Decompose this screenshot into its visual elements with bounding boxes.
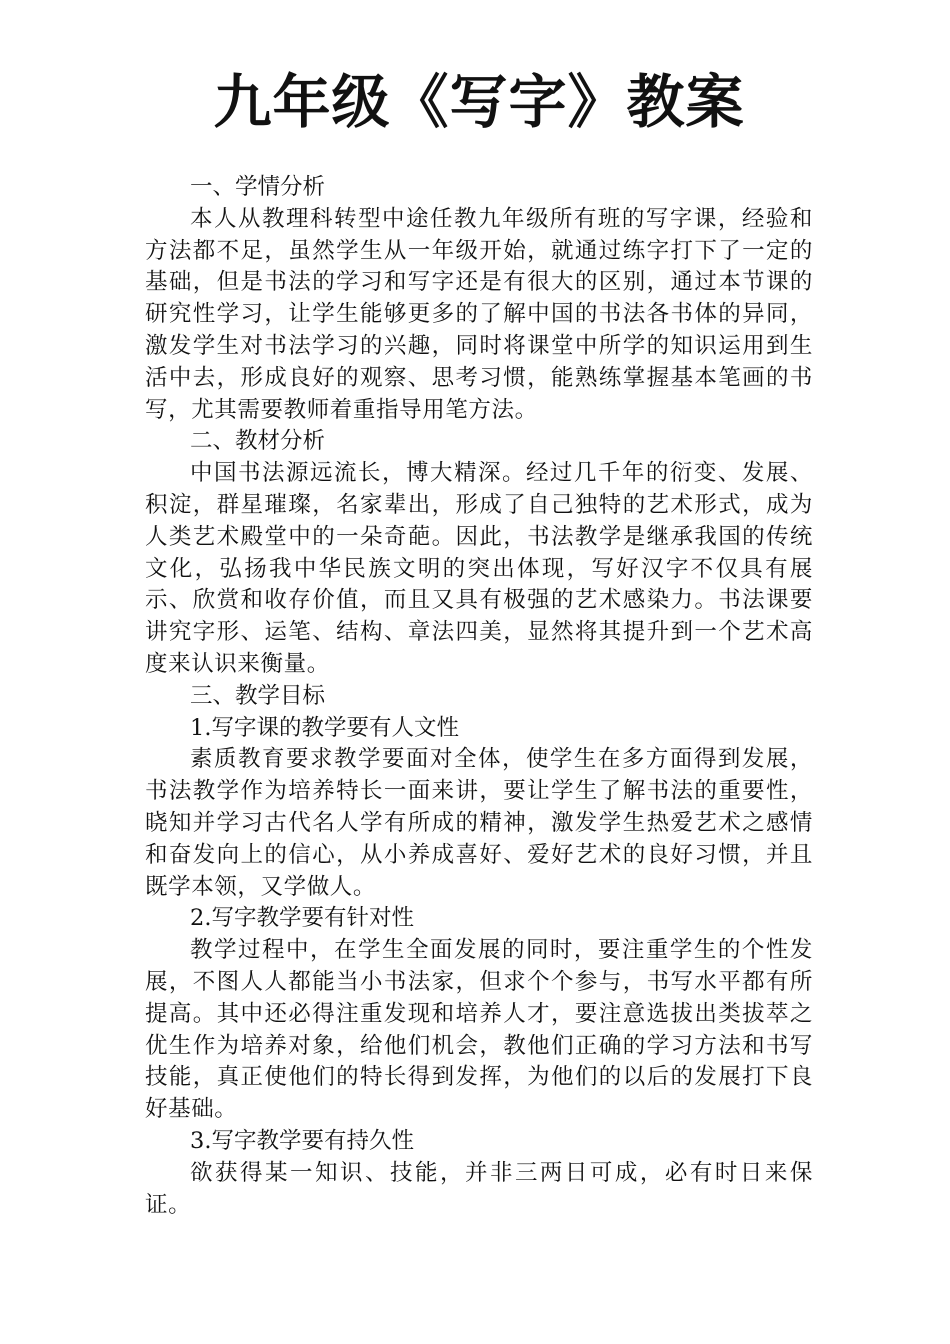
document-body: [145, 172, 813, 1221]
document-title: 九年级《写字》教案: [213, 68, 745, 136]
goal-subheading-humanistic: 1.写字课的教学要有人文性: [190, 714, 459, 741]
section-heading-material-analysis: 二、教材分析: [190, 428, 326, 455]
section-heading-learning-analysis: 一、学情分析: [190, 174, 326, 200]
goal-paragraph-targeted: 教学过程中，在学生全面发展的同时，要注重学生的个性发展，不图人人都能当小书法家，但求个个参与，书写水平都有所提高。其中还必得注重发现和培养人才，要注意选拔出类拔萃之优生作为培养对象，给他们机会，教他们正确的学习方法和书写技能，真正使他们的特长得到发挥，为他们的以后的发展打下良好基础。: [145, 937, 813, 1123]
goal-subheading-persistent: 3.写字教学要有持久性: [190, 1127, 414, 1154]
document-page: [145, 62, 813, 1221]
section-paragraph-learning-analysis: 本人从教理科转型中途任教九年级所有班的写字课，经验和方法都不足，虽然学生从一年级开始，就通过练字打下了一定的基础，但是书法的学习和写字还是有很大的区别，通过本节课的研究性学习，让学生能够更多的了解中国的书法各书体的异同，激发学生对书法学习的兴趣，同时将课堂中所学的知识运用到生活中去，形成良好的观察、思考习惯，能熟练掌握基本笔画的书写，尤其需要教师着重指导用笔方法。: [145, 205, 813, 423]
goal-subheading-targeted: 2.写字教学要有针对性: [190, 905, 414, 932]
section-paragraph-material-analysis: 中国书法源远流长，博大精深。经过几千年的衍变、发展、积淀，群星璀璨，名家辈出，形成了自己独特的艺术形式，成为人类艺术殿堂中的一朵奇葩。因此，书法教学是继承我国的传统文化，弘扬我中华民族文明的突出体现，写好汉字不仅具有展示、欣赏和收存价值，而且又具有极强的艺术感染力。书法课要讲究字形、运笔、结构、章法四美，显然将其提升到一个艺术高度来认识来衡量。: [145, 460, 813, 677]
goal-paragraph-humanistic: 素质教育要求教学要面对全体，使学生在多方面得到发展，书法教学作为培养特长一面来讲，要让学生了解书法的重要性，晓知并学习古代名人学有所成的精神，激发学生热爱艺术之感情和奋发向上的信心，从小养成喜好、爱好艺术的良好习惯，并且既学本领，又学做人。: [145, 746, 813, 900]
section-heading-teaching-goals: 三、教学目标: [190, 682, 326, 709]
goal-paragraph-persistent: 欲获得某一知识、技能，并非三两日可成，必有时日来保证。: [145, 1159, 813, 1218]
